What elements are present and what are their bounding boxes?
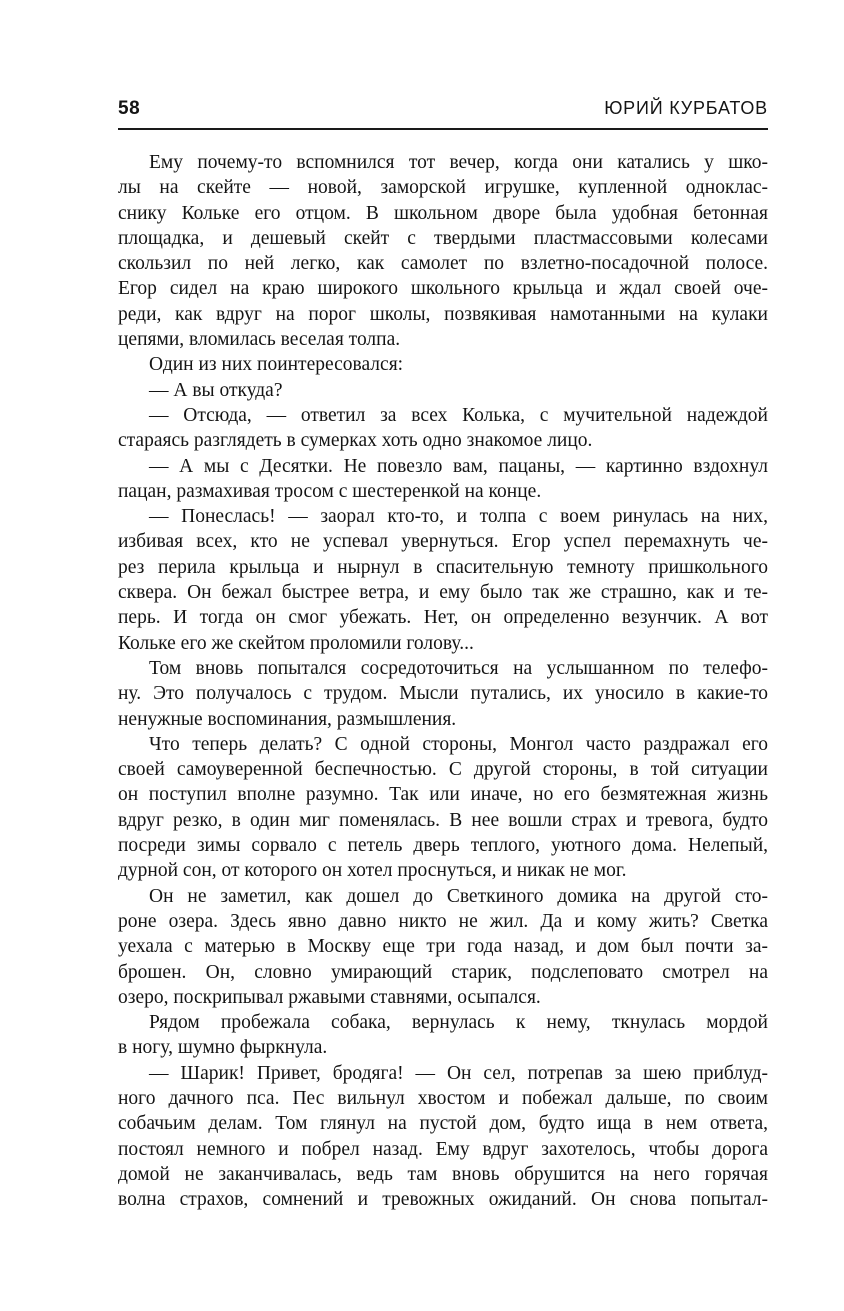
paragraph bbox=[118, 1010, 768, 1061]
text-line: — Отсюда, — ответил за всех Колька, с мучительной надеждой bbox=[149, 404, 768, 426]
text-line: — А вы откуда? bbox=[149, 379, 283, 401]
paragraph bbox=[118, 884, 768, 1010]
text-line: озеро, поскрипывал ржавыми ставнями, осыпался. bbox=[118, 986, 541, 1008]
text-line: ну. Это получалось с трудом. Мысли путались, их уносило в какие-то bbox=[118, 683, 768, 705]
paragraph bbox=[118, 150, 768, 352]
paragraph bbox=[118, 378, 768, 403]
text-line: в ногу, шумно фыркнула. bbox=[118, 1037, 328, 1059]
text-line: стараясь разглядеть в сумерках хоть одно знакомое лицо. bbox=[118, 430, 593, 452]
page-header bbox=[118, 96, 768, 130]
text-line: дурной сон, от которого он хотел проснуться, и никак не мог. bbox=[118, 860, 627, 882]
text-line: ненужные воспоминания, размышления. bbox=[118, 708, 457, 730]
text-line: скользил по ней легко, как самолет по взлетно-посадочной полосе. bbox=[118, 253, 768, 275]
paragraph bbox=[118, 454, 768, 505]
paragraph bbox=[118, 504, 768, 656]
text-line: Ему почему-то вспомнился тот вечер, когда они катались у шко- bbox=[149, 152, 768, 173]
paragraph bbox=[118, 352, 768, 377]
text-line: постоял немного и побрел назад. Ему вдруг захотелось, чтобы дорога bbox=[118, 1138, 768, 1160]
text-line: рез перила крыльца и нырнул в спасительную темноту пришкольного bbox=[118, 556, 768, 578]
text-line: своей самоуверенной беспечностью. С другой стороны, в той ситуации bbox=[118, 759, 768, 781]
text-line: роне озера. Здесь явно давно никто не жил. Да и кому жить? Светка bbox=[118, 910, 768, 932]
text-line: цепями, вломилась веселая толпа. bbox=[118, 329, 401, 351]
text-line: Один из них поинтересовался: bbox=[149, 354, 404, 376]
text-line: посреди зимы сорвало с петель дверь теплого, уютного дома. Нелепый, bbox=[118, 835, 768, 857]
text-line: пацан, размахивая тросом с шестеренкой на конце. bbox=[118, 480, 542, 502]
text-line: Том вновь попытался сосредоточиться на услышанном по телефо- bbox=[149, 657, 768, 679]
text-line: — А мы с Десятки. Не повезло вам, пацаны, — картинно вздохнул bbox=[149, 455, 768, 477]
text-line: домой не заканчивалась, ведь там вновь обрушится на него горячая bbox=[118, 1163, 768, 1185]
text-line: Егор сидел на краю широкого школьного крыльца и ждал своей оче- bbox=[118, 278, 768, 300]
text-line: Кольке его же скейтом проломили голову... bbox=[118, 632, 474, 654]
text-line: — Шарик! Привет, бродяга! — Он сел, потрепав за шею приблуд- bbox=[149, 1062, 768, 1084]
text-line: уехала с матерью в Москву еще три года назад, и дом был почти за- bbox=[118, 936, 768, 958]
text-line: вдруг резко, в один миг поменялась. В нее вошли страх и тревога, будто bbox=[118, 809, 768, 831]
paragraph bbox=[118, 403, 768, 454]
text-line: — Понеслась! — заорал кто-то, и толпа с воем ринулась на них, bbox=[149, 506, 768, 528]
paragraph bbox=[118, 656, 768, 732]
text-line: Рядом пробежала собака, вернулась к нему, ткнулась мордой bbox=[149, 1012, 768, 1034]
text-line: площадка, и дешевый скейт с твердыми пластмассовыми колесами bbox=[118, 227, 768, 249]
text-line: Что теперь делать? С одной стороны, Монгол часто раздражал его bbox=[149, 733, 768, 755]
text-line: ного дачного пса. Пес вильнул хвостом и побежал дальше, по своим bbox=[118, 1087, 768, 1109]
text-line: перь. И тогда он смог убежать. Нет, он определенно везунчик. А вот bbox=[118, 607, 768, 629]
text-line: собачьим делам. Том глянул на пустой дом, будто ища в нем ответа, bbox=[118, 1113, 768, 1135]
text-line: Он не заметил, как дошел до Светкиного домика на другой сто- bbox=[149, 885, 768, 907]
text-line: лы на скейте — новой, заморской игрушке, купленной однoклас- bbox=[118, 177, 768, 199]
paragraph bbox=[118, 732, 768, 884]
text-line: снику Кольке его отцом. В школьном дворе была удобная бетонная bbox=[118, 202, 768, 224]
page-number: 58 bbox=[118, 98, 141, 119]
paragraph bbox=[118, 1061, 768, 1213]
text-line: волна страхов, сомнений и тревожных ожиданий. Он снова попытал- bbox=[118, 1189, 768, 1211]
text-line: избивая всех, кто не успевал увернуться. Егор успел перемахнуть че- bbox=[118, 531, 768, 553]
text-line: он поступил вполне разумно. Так или иначе, но его безмятежная жизнь bbox=[118, 784, 768, 806]
body-text bbox=[118, 150, 768, 1212]
text-line: сквера. Он бежал быстрее ветра, и ему было так же страшно, как и те- bbox=[118, 582, 768, 604]
text-line: брошен. Он, словно умирающий старик, подслеповато смотрел на bbox=[118, 961, 768, 983]
text-line: реди, как вдруг на порог школы, позвякивая намотанными на кулаки bbox=[118, 303, 768, 325]
running-head-author: ЮРИЙ КУРБАТОВ bbox=[604, 98, 768, 118]
